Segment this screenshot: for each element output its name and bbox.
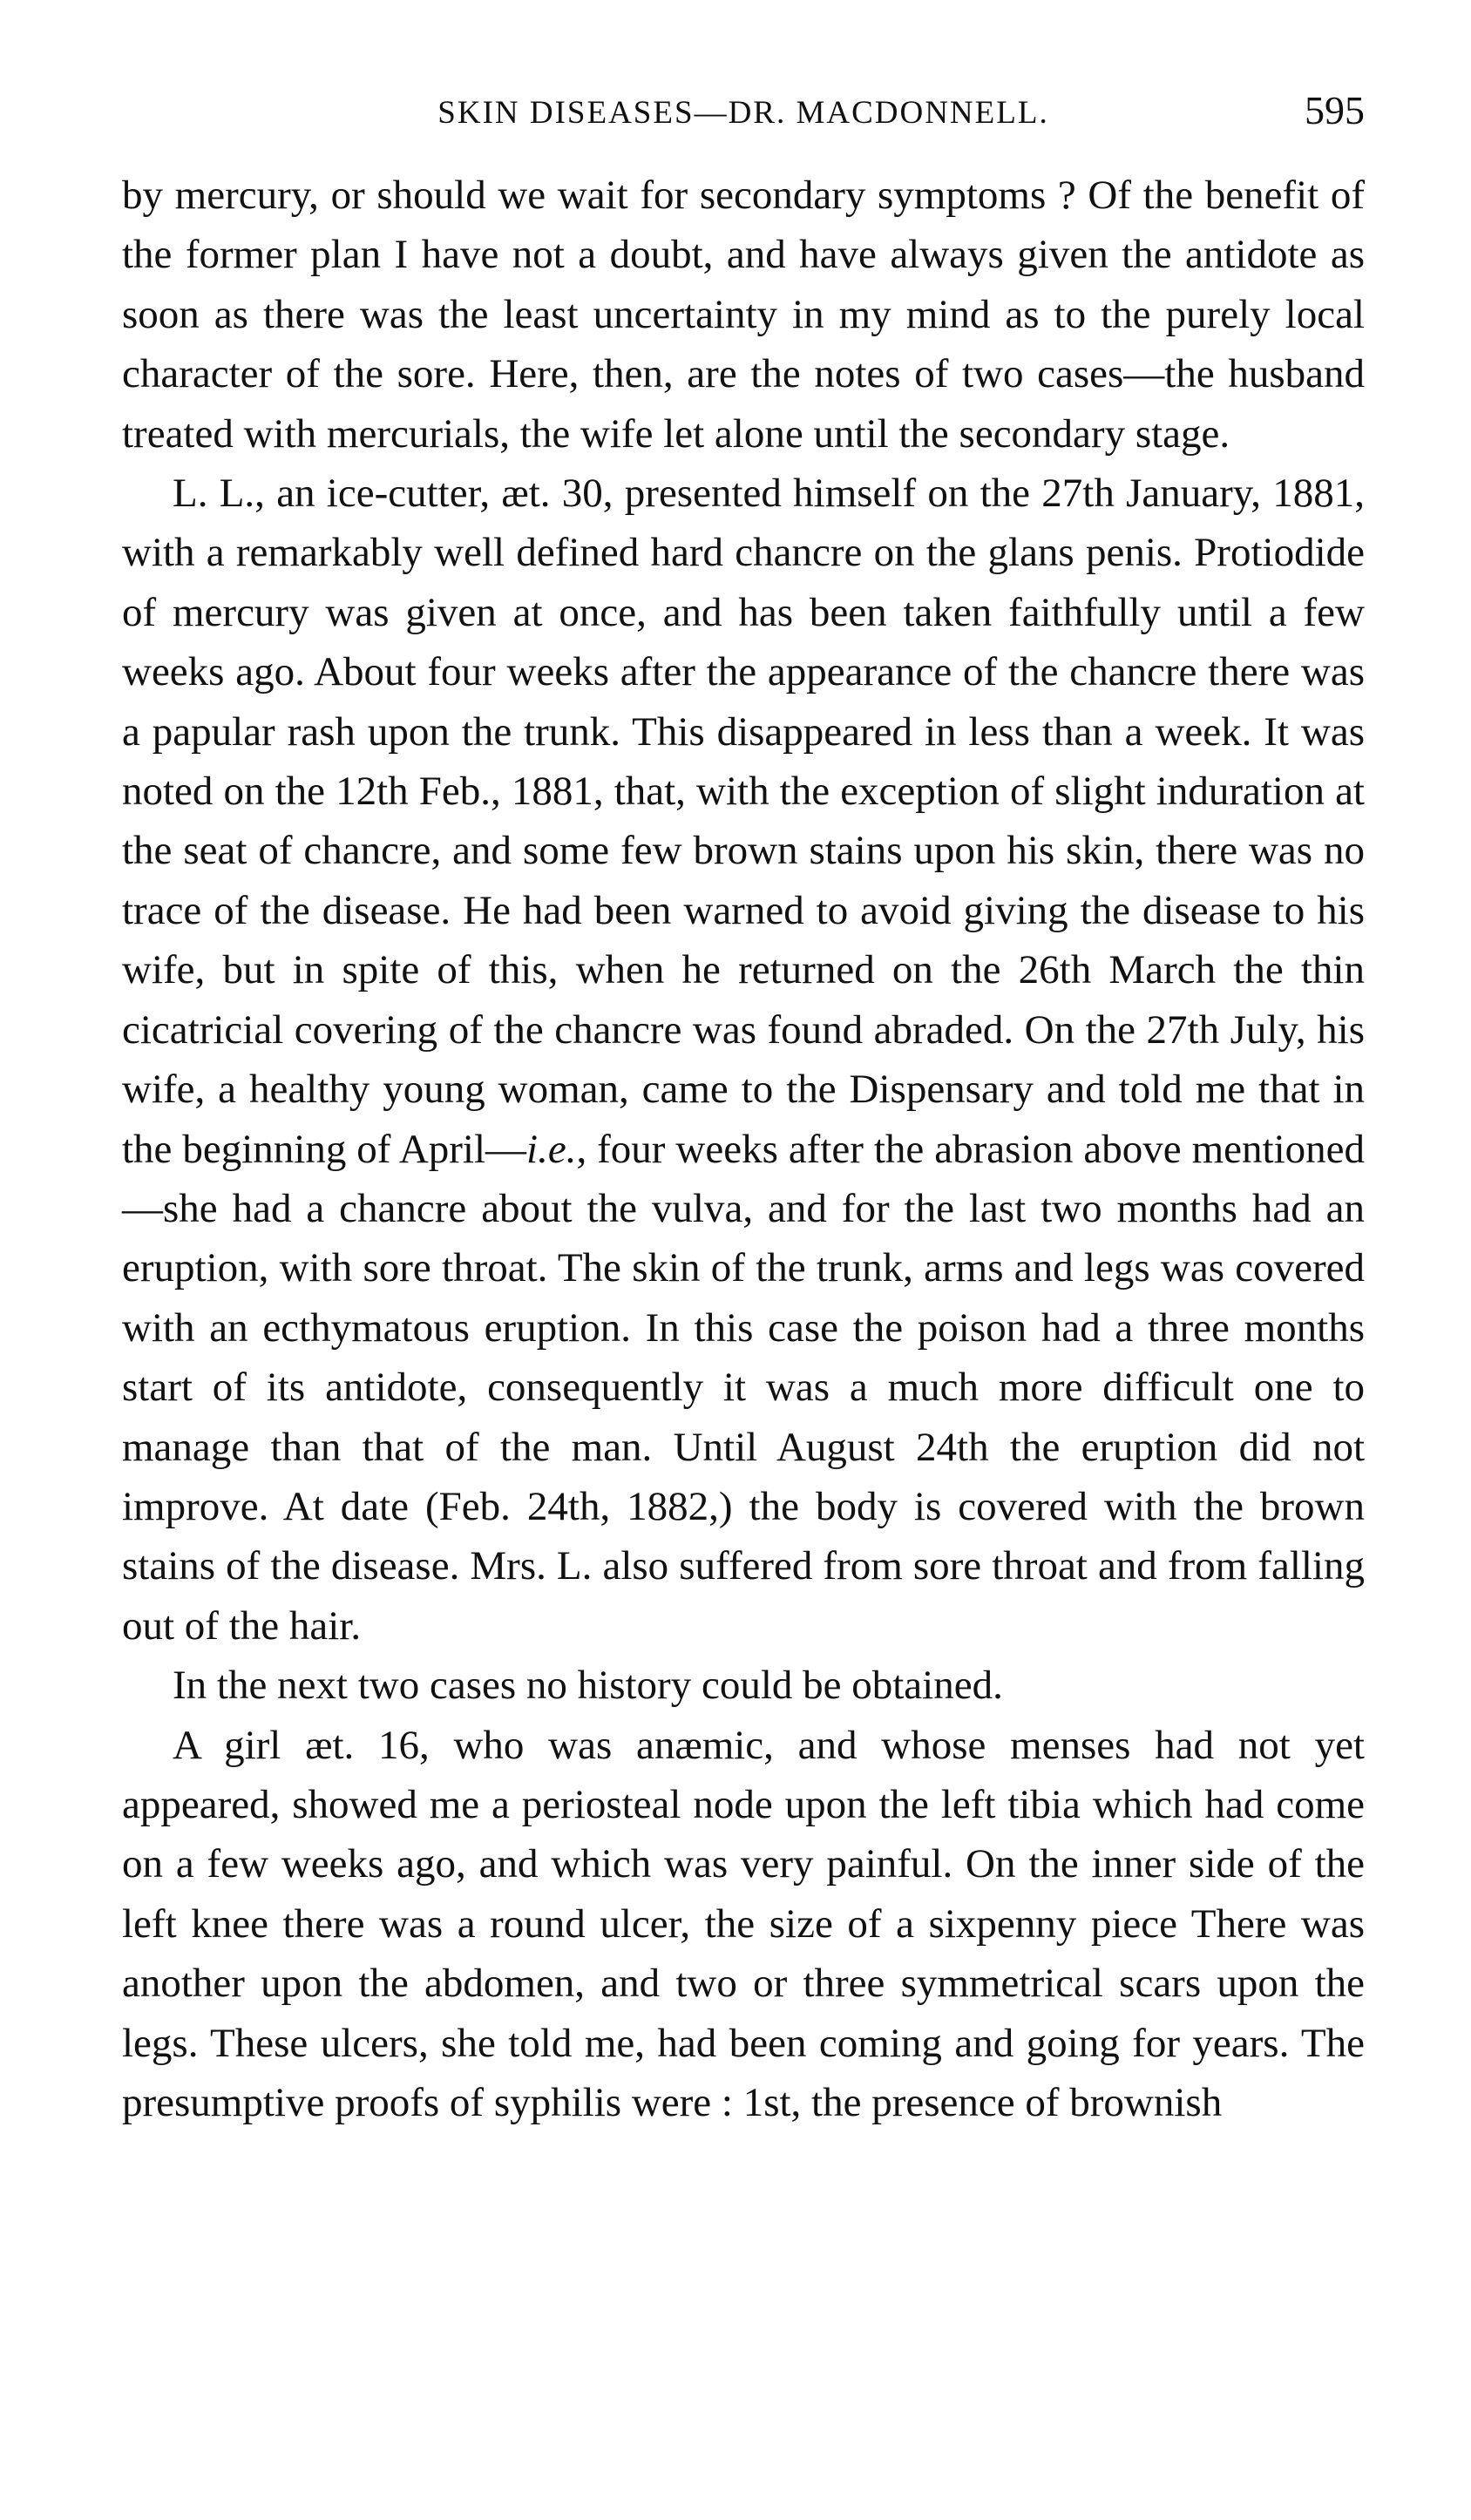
italic-abbreviation: i.e. <box>526 1126 577 1172</box>
running-title: SKIN DISEASES—DR. MACDONNELL. <box>437 95 1049 131</box>
running-head <box>122 87 1365 148</box>
page-number: 595 <box>1305 88 1365 132</box>
paragraph-no-history: In the next two cases no history could be obtained. <box>173 1663 1003 1709</box>
paragraph-girl-case: A girl æt. 16, who was anæmic, and whose menses had not yet appeared, showed me a periosteal node upon the left tibia which had come on a few weeks ago, and which was very painful. On the inner side of the left knee there was a round ulcer, the size of a sixpenny piece There was another upon the abdomen, and two or three symmetrical scars upon the legs. These ulcers, she told me, had been coming and going for years. The presumptive proofs of syphilis were : 1st, the presence of brownish <box>122 1722 1365 2125</box>
paragraph-continued: by mercury, or should we wait for secondary symptoms ? Of the benefit of the former plan I have not a doubt, and have always given the antidote as soon as there was the least uncertainty in my mind as to the purely local character of the sore. Here, then, are the notes of two cases—the husband treated with mercurials, the wife let alone until the secondary stage. <box>122 173 1365 457</box>
paragraph-text: L. L., an ice-cutter, æt. 30, presented himself on the 27th January, 1881, with a remarkably well defined hard chancre on the glans penis. Protiodide of mercury was given at once, and has been taken faithfully until a few weeks ago. About four weeks after the appearance of the chancre there was a papular rash upon the trunk. This disappeared in less than a week. It was noted on the 12th Feb., 1881, that, with the exception of slight induration at the seat of chancre, and some few brown stains upon his skin, there was no trace of the disease. He had been warned to avoid giving the disease to his wife, but in spite of this, when he returned on the 26th March the thin cicatricial covering of the chancre was found abraded. On the 27th July, his wife, a healthy young woman, came to the Dispensary and told me that in the beginning of April— <box>122 471 1365 1172</box>
paragraph-text: , four weeks after the abrasion above mentioned—she had a chancre about the vulva, and for the last two months had an eruption, with sore throat. The skin of the trunk, arms and legs was covered with an ecthymatous eruption. In this case the poison had a three months start of its antidote, consequently it was a much more difficult one to manage than that of the man. Until August 24th the eruption did not improve. At date (Feb. 24th, 1882,) the body is covered with the brown stains of the disease. Mrs. L. also suffered from sore throat and from falling out of the hair. <box>122 1126 1365 1649</box>
article-body <box>122 166 1365 2132</box>
paragraph-case-ll <box>122 464 1365 1656</box>
